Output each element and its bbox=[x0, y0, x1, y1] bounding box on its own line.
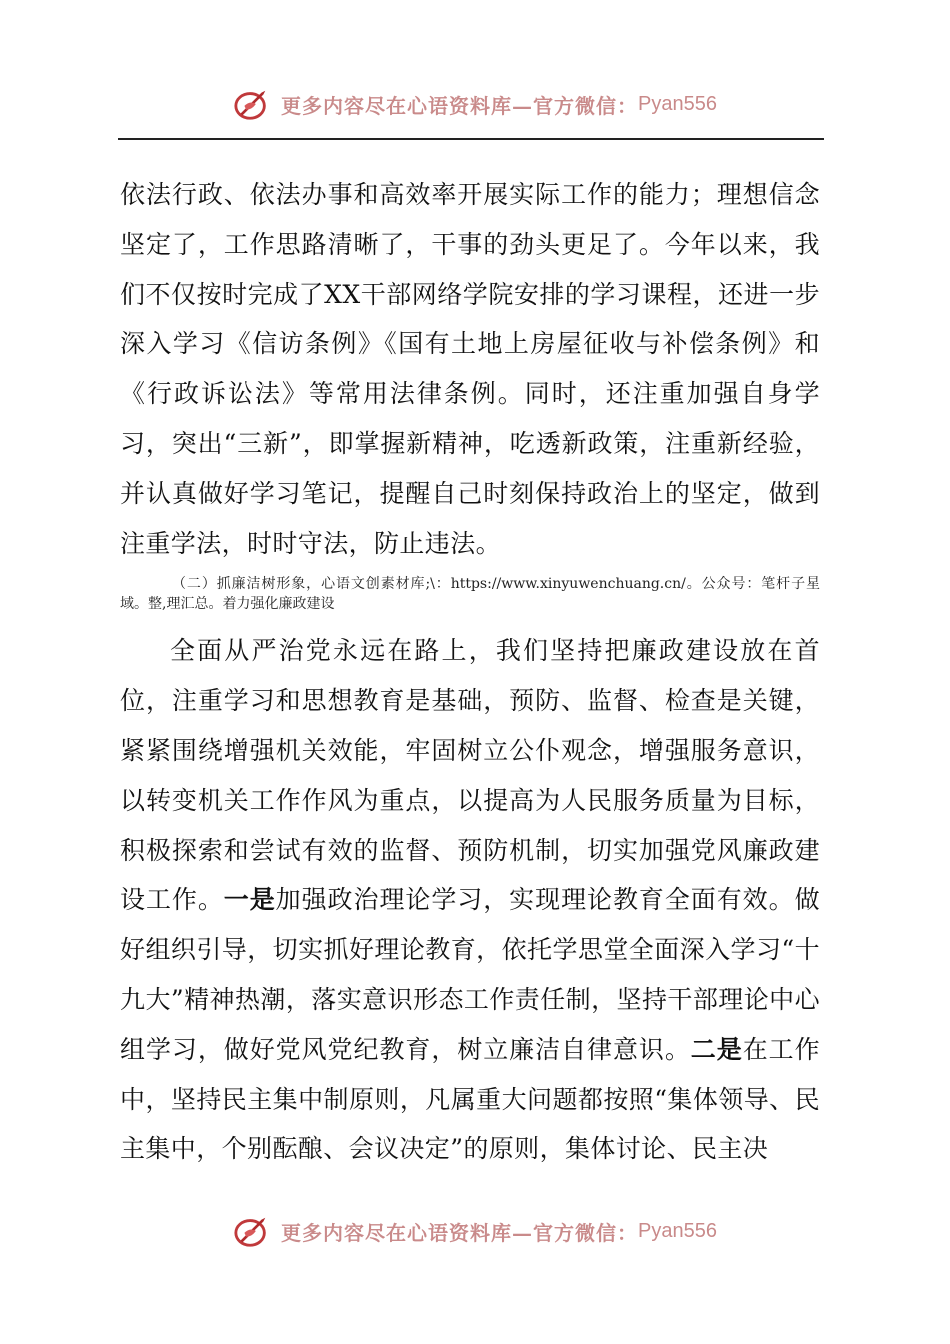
footer-banner-text: 更多内容尽在心语资料库—官方微信： bbox=[281, 1220, 639, 1245]
document-body bbox=[120, 170, 820, 1174]
section-heading-2: （二）抓廉洁树形象，心语文创素材库;\：https://www.xinyuwenchuang.cn/。公众号：笔杆子星域。整,理汇总。着力强化廉政建设 bbox=[120, 576, 820, 613]
brush-pen-logo-icon bbox=[233, 1212, 271, 1250]
header-banner-text: 更多内容尽在心语资料库—官方微信： bbox=[281, 93, 639, 118]
header-divider bbox=[118, 138, 824, 140]
page-header-banner bbox=[0, 76, 950, 132]
paragraph-2-text-b: 加强政治理论学习，实现理论教育全面有效。做好组织引导，切实抓好理论教育，依托学思堂全面深入学习“十九大”精神热潮，落实意识形态工作责任制，坚持干部理论中心组学习，做好党风党纪教育，树立廉洁自律意识。 bbox=[120, 885, 820, 1064]
brush-pen-logo-icon bbox=[233, 85, 271, 123]
body-paragraph-1: 依法行政、依法办事和高效率开展实际工作的能力；理想信念坚定了，工作思路清晰了，干事的劲头更足了。今年以来，我们不仅按时完成了XX干部网络学院安排的学习课程，还进一步深入学习《信访条例》《国有土地上房屋征收与补偿条例》和《行政诉讼法》等常用法律条例。同时，还注重加强自身学习，突出“三新”，即掌握新精神，吃透新政策，注重新经验，并认真做好学习笔记，提醒自己时刻保持政治上的坚定，做到注重学法，时时守法，防止违法。 bbox=[120, 180, 820, 558]
point-one-label: 一是 bbox=[223, 885, 276, 915]
header-wechat-id: Pyan556 bbox=[638, 92, 717, 115]
paragraph-2-text-a: 全面从严治党永远在路上，我们坚持把廉政建设放在首位，注重学习和思想教育是基础，预防、监督、检查是关键，紧紧围绕增强机关效能，牢固树立公仆观念，增强服务意识，以转变机关工作作风为重点，以提高为人民服务质量为目标，积极探索和尝试有效的监督、预防机制，切实加强党风廉政建设工作。 bbox=[120, 636, 820, 915]
body-paragraph-2 bbox=[120, 626, 820, 1174]
paragraph-2-text-c: 在工作中，坚持民主集中制原则，凡属重大问题都按照“集体领导、民主集中，个别酝酿、会议决定”的原则，集体讨论、民主决 bbox=[120, 1034, 820, 1164]
footer-wechat-id: Pyan556 bbox=[638, 1219, 717, 1242]
page-footer-banner bbox=[0, 1203, 950, 1259]
point-two-label: 二是 bbox=[690, 1034, 743, 1064]
